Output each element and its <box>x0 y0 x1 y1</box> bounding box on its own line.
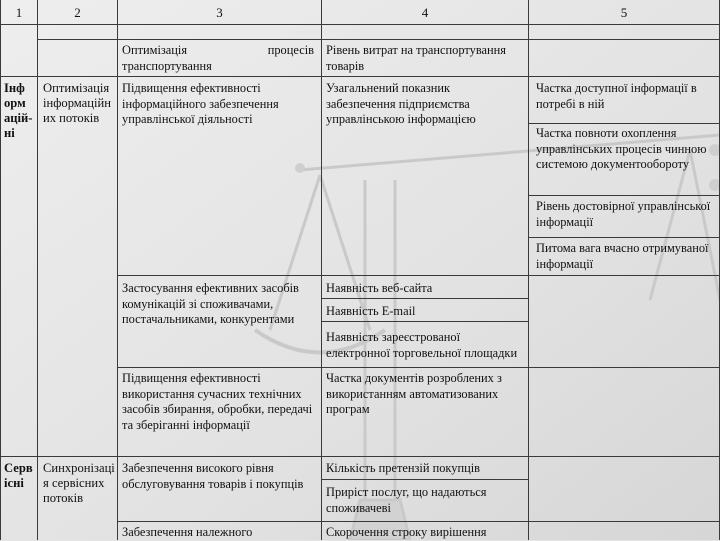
service-indicator-1-1: Кількість претензій покупців <box>326 461 481 475</box>
col-number-5: 5 <box>620 5 628 20</box>
service-task-1: Забезпечення високого рівня обслуговування товарів і покупців <box>122 461 304 491</box>
intro-task-line-2: транспортування <box>122 58 212 73</box>
intro-task-word-1: Оптимізація <box>122 43 188 57</box>
service-indicator-2: Скорочення строку вирішення <box>326 525 487 539</box>
info-summary-indicator: Узагальнений показник забезпечення підприємства управлінською інформацією <box>326 81 476 127</box>
col-number-3: 3 <box>216 5 223 20</box>
info-indicator-1-1: Частка доступної інформації в потребі в ній <box>536 81 697 111</box>
info-task-3: Підвищення ефективності використання сучасних технічних засобів збирання, обробки, передачі та зберіганні інформації <box>122 371 313 432</box>
service-area-label: Сервісні <box>4 461 33 490</box>
info-indicator-1-4: Питома вага вчасно отримуваної інформації <box>536 241 709 271</box>
service-indicator-1-2: Приріст послуг, що надаються споживачеві <box>326 485 487 515</box>
info-task-1: Підвищення ефективності інформаційного забезпечення управлінської діяльності <box>122 81 279 127</box>
service-task-2: Забезпечення належного <box>122 525 253 539</box>
info-indicator-3: Частка документів розроблених з використанням автоматизованих програм <box>326 371 502 417</box>
info-indicator-1-2: Частка повноти охоплення управлінських процесів чинною системою документообороту <box>536 126 707 172</box>
info-indicator-2-2: Наявність E-mail <box>326 304 416 318</box>
service-direction-cell: Синхронізація сервісних потоків <box>43 461 115 505</box>
intro-task-word-2: процесів <box>267 43 314 57</box>
info-indicator-2-1: Наявність веб-сайта <box>326 281 433 295</box>
info-direction-cell: Оптимізація інформаційних потоків <box>43 81 111 125</box>
info-area-label: Інформацій-ні <box>4 81 33 140</box>
info-task-2: Застосування ефективних засобів комунікацій зі споживачами, постачальниками, конкурентами <box>122 281 299 327</box>
col-number-1: 1 <box>15 5 23 20</box>
col-number-4: 4 <box>421 5 429 20</box>
info-indicator-2-3: Наявність зареєстрованої електронної торговельної площадки <box>326 330 518 360</box>
col-number-2: 2 <box>74 5 81 20</box>
intro-task-cell <box>122 43 314 74</box>
info-indicator-1-3: Рівень достовірної управлінської інформації <box>536 199 711 229</box>
intro-indicator-cell: Рівень витрат на транспортування товарів <box>326 43 506 73</box>
